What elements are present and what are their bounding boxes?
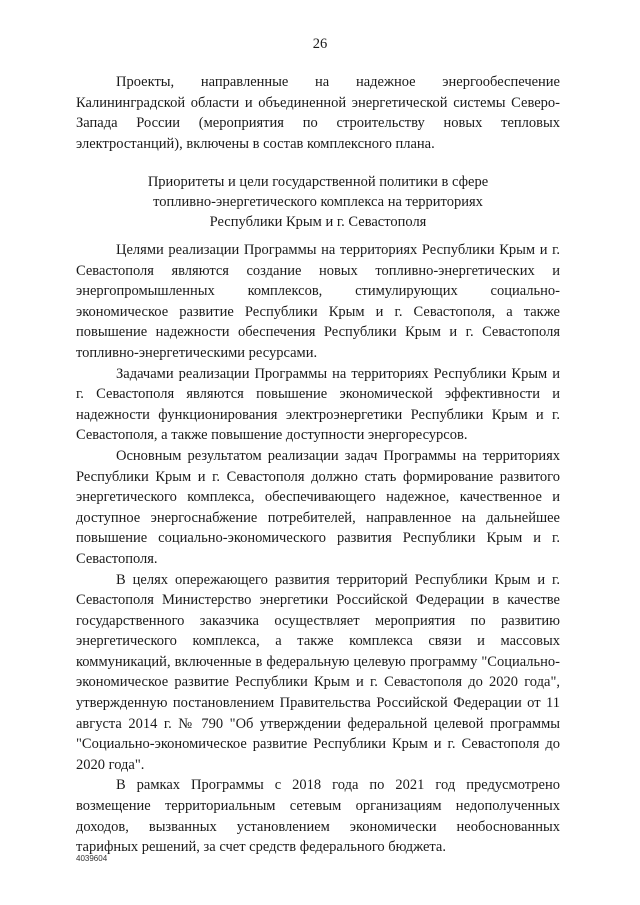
heading-line: Приоритеты и цели государственной политики в сфере (147, 174, 489, 190)
paragraph-tasks: Задачами реализации Программы на территориях Республики Крым и г. Севастополя являются повышение экономической эффективности и надежности функционирования электроэнергетики Республики Крым и г. Севастополя, а также повышение доступности энергоресурсов. (76, 365, 560, 444)
document-code: 4039604 (76, 854, 108, 863)
heading-line: Республики Крым и г. Севастополя (209, 214, 427, 230)
paragraph-main-result: Основным результатом реализации задач Программы на территориях Республики Крым и г. Севастополя должно стать формирование развитого энергетического комплекса, обеспечивающего надежное, качественное и доступное энергоснабжение потребителей, направленное на дальнейшее повышение социально-экономического развития Республики Крым и г. Севастополя. (76, 447, 560, 567)
paragraph-goals: Целями реализации Программы на территориях Республики Крым и г. Севастополя являются создание новых топливно-энергетических и энергопромышленных комплексов, стимулирующих социально-экономическое развитие Республики Крым и г. Севастополя, а также повышение надежности обеспечения Республики Крым и г. Севастополя топливно-энергетическими ресурсами. (76, 242, 560, 361)
paragraph-compensation: В рамках Программы с 2018 года по 2021 год предусмотрено возмещение территориальным сетевым организациям недополученных доходов, вызванных установлением экономически необоснованных тарифных решений, за счет средств федерального бюджета. (76, 777, 560, 856)
paragraph-development: В целях опережающего развития территорий Республики Крым и г. Севастополя Министерство энергетики Российской Федерации в качестве государственного заказчика осуществляет мероприятия по развитию энергетического комплекса, а также комплекса связи и массовых коммуникаций, включенные в федеральную целевую программу "Социально-экономическое развитие Республики Крым и г. Севастополя до 2020 года", утвержденную постановлением Правительства Российской Федерации от 11 августа 2014 г. № 790 "Об утверждении федеральной целевой программы "Социально-экономическое развитие Республики Крым и г. Севастополя до 2020 года". (76, 571, 560, 773)
section-body (76, 240, 560, 858)
section-heading (76, 172, 560, 232)
heading-line: топливно-энергетического комплекса на территориях (153, 194, 483, 210)
intro-paragraph: Проекты, направленные на надежное энергообеспечение Калининградской области и объединенной энергетической системы Северо-Запада России (мероприятия по строительству новых тепловых электростанций), включены в состав комплексного плана. (76, 74, 560, 152)
page-number: 26 (312, 36, 328, 52)
